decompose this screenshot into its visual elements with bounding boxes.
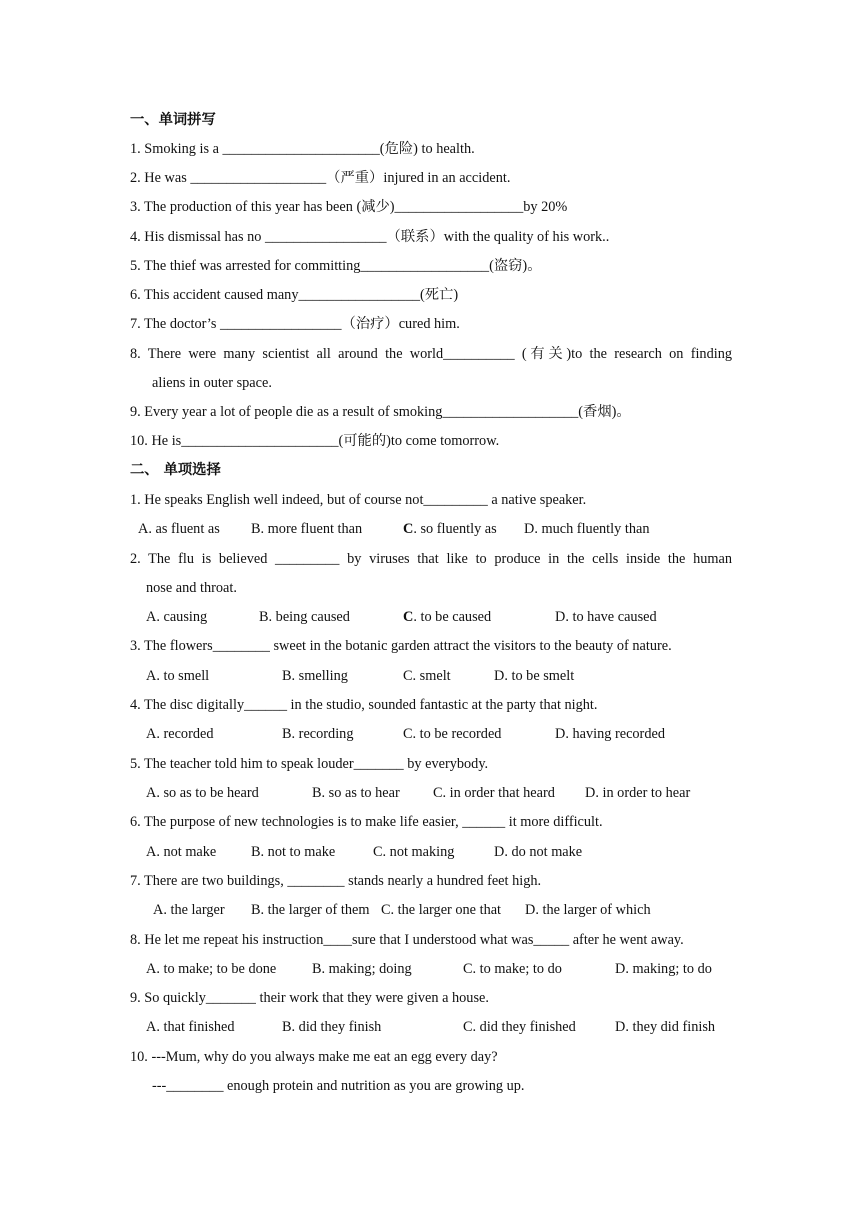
q4-option-c: C. to be recorded [403, 726, 502, 742]
choice-question-1: 1. He speaks English well indeed, but of course not_________ a native speaker. [130, 492, 587, 508]
q5-option-a: A. so as to be heard [146, 785, 259, 801]
spelling-item-9: 9. Every year a lot of people die as a result of smoking___________________(香烟)。 [130, 404, 631, 420]
q1-option-b: B. more fluent than [251, 521, 363, 537]
q5-option-b: B. so as to hear [312, 785, 400, 801]
q6-option-a: A. not make [146, 844, 217, 860]
spelling-item-8: 8. There were many scientist all around the world__________ (有关)to the research on finding [130, 346, 732, 362]
q8-option-a: A. to make; to be done [146, 961, 277, 977]
q9-option-c: C. did they finished [463, 1019, 576, 1035]
q2-option-b: B. being caused [259, 609, 350, 625]
q4-option-a: A. recorded [146, 726, 214, 742]
spelling-item-1: 1. Smoking is a ______________________(危险) to health. [130, 141, 475, 157]
choice-question-8: 8. He let me repeat his instruction____sure that I understood what was_____ after he went away. [130, 932, 684, 948]
q1-option-c [403, 520, 497, 538]
choice-question-2: 2. The flu is believed _________ by viruses that like to produce in the cells inside the human [130, 551, 732, 567]
q2-option-c-letter: C [403, 609, 414, 625]
choice-question-10: 10. ---Mum, why do you always make me eat an egg every day? [130, 1049, 498, 1065]
q6-option-c: C. not making [373, 844, 455, 860]
q3-option-d: D. to be smelt [494, 668, 575, 684]
q2-option-c [403, 608, 491, 626]
q4-option-d: D. having recorded [555, 726, 665, 742]
choice-question-5: 5. The teacher told him to speak louder_______ by everybody. [130, 756, 489, 772]
q8-option-c: C. to make; to do [463, 961, 562, 977]
spelling-item-7: 7. The doctor’s _________________（治疗）cured him. [130, 316, 460, 332]
spelling-item-8-continued: aliens in outer space. [152, 375, 272, 391]
q4-option-b: B. recording [282, 726, 354, 742]
q7-option-b: B. the larger of them [251, 902, 370, 918]
q1-option-c-letter: C [403, 521, 414, 537]
q9-option-b: B. did they finish [282, 1019, 382, 1035]
choice-question-3: 3. The flowers________ sweet in the botanic garden attract the visitors to the beauty of nature. [130, 638, 672, 654]
spelling-item-10: 10. He is______________________(可能的)to come tomorrow. [130, 433, 500, 449]
q2-option-a: A. causing [146, 609, 208, 625]
choice-question-10-reply: ---________ enough protein and nutrition as you are growing up. [152, 1078, 525, 1094]
q2-option-c-text: . to be caused [413, 609, 492, 625]
q6-option-b: B. not to make [251, 844, 336, 860]
choice-question-4: 4. The disc digitally______ in the studio, sounded fantastic at the party that night. [130, 697, 598, 713]
q1-option-a: A. as fluent as [138, 521, 220, 537]
q7-option-a: A. the larger [153, 902, 225, 918]
q6-option-d: D. do not make [494, 844, 583, 860]
section1-heading: 一、单词拼写 [130, 112, 216, 128]
q3-option-a: A. to smell [146, 668, 210, 684]
choice-question-9: 9. So quickly_______ their work that they were given a house. [130, 990, 489, 1006]
q1-option-c-text: . so fluently as [413, 521, 497, 537]
q7-option-d: D. the larger of which [525, 902, 651, 918]
spelling-item-2: 2. He was ___________________（严重）injured in an accident. [130, 170, 511, 186]
q2-option-d: D. to have caused [555, 609, 657, 625]
q3-option-b: B. smelling [282, 668, 348, 684]
q5-option-c: C. in order that heard [433, 785, 555, 801]
q3-option-c: C. smelt [403, 668, 451, 684]
q1-option-d: D. much fluently than [524, 521, 650, 537]
spelling-item-4: 4. His dismissal has no _________________（联系）with the quality of his work.. [130, 229, 610, 245]
choice-question-2-continued: nose and throat. [146, 580, 237, 596]
section2-heading: 二、 单项选择 [130, 462, 221, 478]
choice-question-7: 7. There are two buildings, ________ stands nearly a hundred feet high. [130, 873, 542, 889]
q9-option-d: D. they did finish [615, 1019, 716, 1035]
spelling-item-5: 5. The thief was arrested for committing__________________(盗窃)。 [130, 258, 542, 274]
q7-option-c: C. the larger one that [381, 902, 502, 918]
spelling-item-6: 6. This accident caused many_________________(死亡) [130, 287, 459, 303]
spelling-item-3: 3. The production of this year has been (减少)__________________by 20% [130, 199, 568, 215]
q8-option-d: D. making; to do [615, 961, 712, 977]
q9-option-a: A. that finished [146, 1019, 235, 1035]
q5-option-d: D. in order to hear [585, 785, 691, 801]
choice-question-6: 6. The purpose of new technologies is to make life easier, ______ it more difficult. [130, 814, 603, 830]
q8-option-b: B. making; doing [312, 961, 412, 977]
